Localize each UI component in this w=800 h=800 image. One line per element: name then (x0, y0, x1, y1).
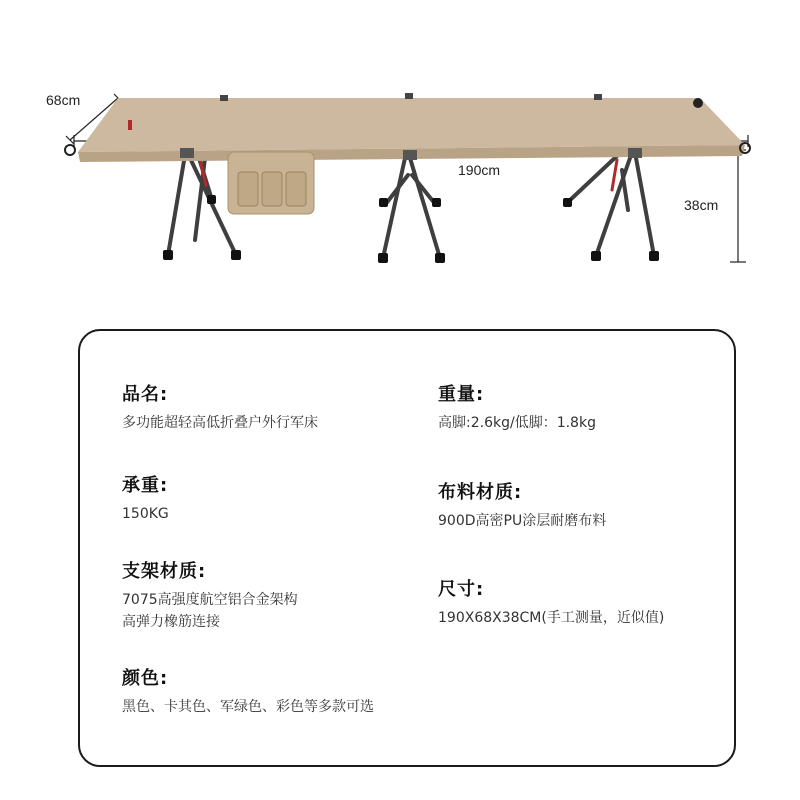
height-label: 38cm (684, 197, 719, 213)
cot-fabric (78, 98, 745, 152)
leg-set-middle (383, 158, 440, 258)
height-dimension-line (730, 150, 746, 262)
spec-fabric-title: 布料材质: (438, 482, 523, 503)
spec-fabric-value: 900D高密PU涂层耐磨布料 (438, 513, 607, 529)
spec-frame-title: 支架材质: (122, 561, 207, 582)
spec-size-title: 尺寸: (438, 579, 485, 600)
spec-color (122, 668, 374, 718)
spec-name-value: 多功能超轻高低折叠户外行军床 (122, 415, 318, 431)
spec-capacity-value: 150KG (122, 506, 169, 522)
spec-size-value: 190X68X38CM(手工测量，近似值) (438, 610, 665, 626)
spec-frame-value: 7075高强度航空铝合金架构 (122, 592, 298, 608)
spec-weight-value: 高脚:2.6kg/低脚：1.8kg (438, 415, 596, 431)
cot-illustration (0, 0, 800, 300)
spec-card (78, 329, 736, 767)
spec-frame-value-2: 高弹力橡筋连接 (122, 614, 220, 630)
spec-capacity (122, 475, 169, 525)
spec-color-value: 黑色、卡其色、军绿色、彩色等多款可选 (122, 699, 374, 715)
spec-fabric (438, 482, 606, 532)
width-label: 68cm (46, 92, 81, 108)
spec-frame (122, 561, 298, 633)
length-label: 190cm (458, 162, 501, 178)
spec-weight-title: 重量: (438, 384, 485, 405)
spec-name-title: 品名: (122, 384, 169, 405)
spec-name (122, 384, 318, 434)
spec-weight (438, 384, 596, 434)
spec-capacity-title: 承重: (122, 475, 169, 496)
leg-set-right (568, 155, 654, 256)
spec-color-title: 颜色: (122, 668, 169, 689)
side-pouch (228, 152, 314, 214)
product-figure (0, 0, 800, 300)
spec-size (438, 579, 664, 629)
